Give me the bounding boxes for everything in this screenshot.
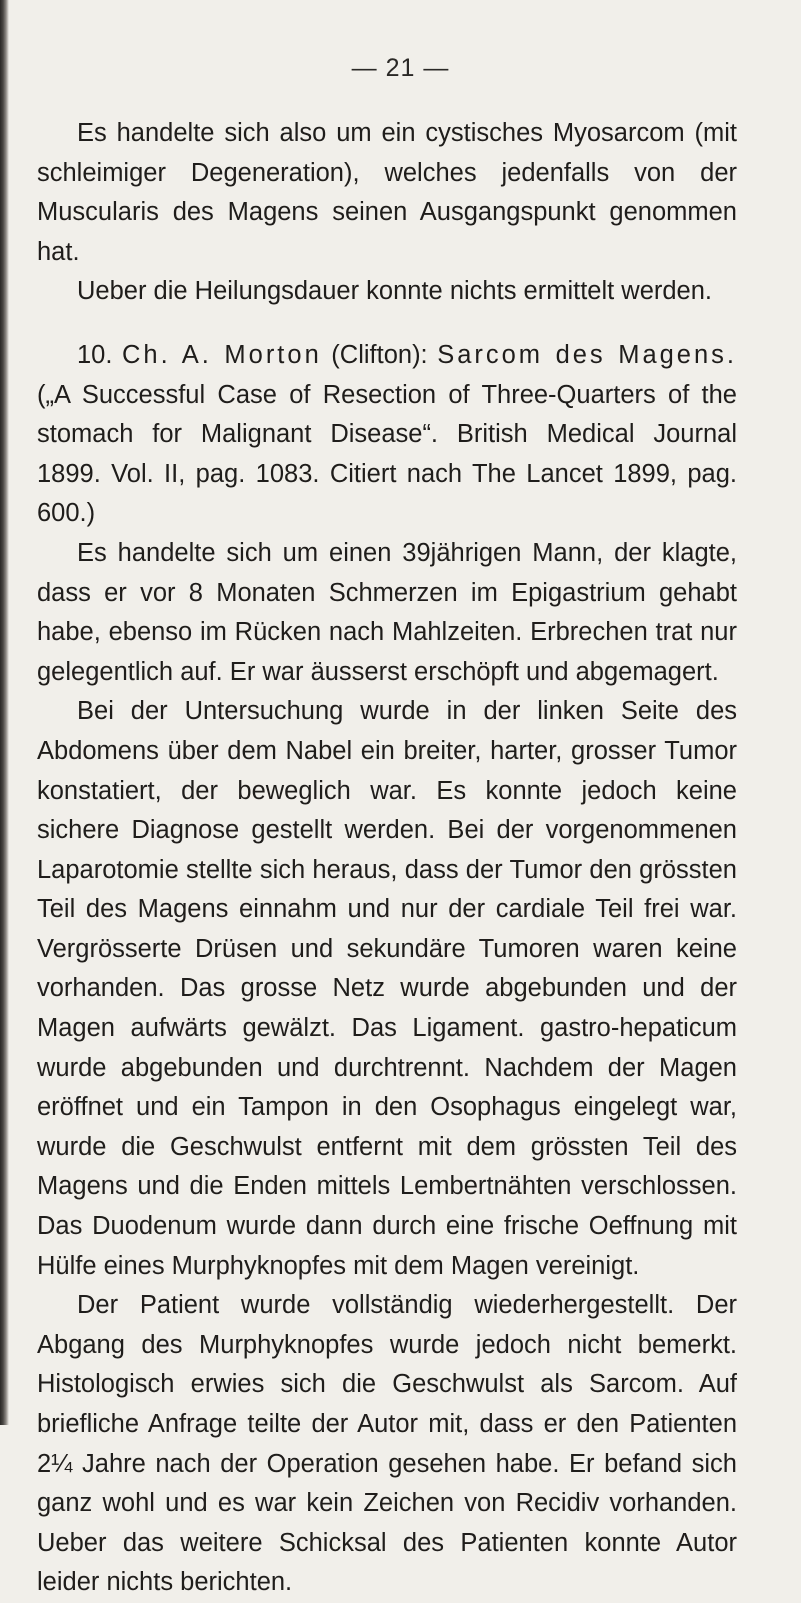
paragraph-2: Ueber die Heilungsdauer konnte nichts ermittelt werden. <box>77 277 713 306</box>
book-binding-edge <box>0 0 9 1425</box>
paragraph-1: Es handelte sich also um ein cystisches Myosarcom (mit schleimiger Degeneration), welches jedenfalls von der Muscularis des Magens seinen Ausgangspunkt genommen hat. <box>37 119 737 266</box>
case-subject: Sarcom des Magens. <box>437 340 738 369</box>
case-place: (Clifton): <box>331 340 428 369</box>
paragraph-4: Es handelte sich um einen 39jährigen Mann, der klagte, dass er vor 8 Monaten Schmerzen im Epigastrium gehabt habe, ebenso im Rücken nach Mahlzeiten. Erbrechen trat nur gelegentlich auf. Er war äusserst erschöpft und abgemagert. <box>37 538 737 686</box>
paragraph-6: Der Patient wurde vollständig wiederhergestellt. Der Abgang des Murphyknopfes wurde jedoch nicht bemerkt. Histologisch erwies sich die Geschwulst als Sarcom. Auf briefliche Anfrage teilte der Autor mit, dass er den Patienten 2¼ Jahre nach der Operation gesehen habe. Er befand sich ganz wohl und es war kein Zeichen von Recidiv vorhanden. Ueber das weitere Schicksal des Patienten konnte Autor leider nichts berichten. <box>37 1291 737 1597</box>
case-author: Ch. A. Morton <box>121 340 322 369</box>
case-number: 10. <box>77 340 113 369</box>
body-text <box>37 114 737 1603</box>
paragraph-5: Bei der Untersuchung wurde in der linken Seite des Abdomens über dem Nabel ein breiter, harter, grosser Tumor konstatiert, der beweglich war. Es konnte jedoch keine sichere Diagnose gestellt werden. Bei der vorgenommenen Laparotomie stellte sich heraus, dass der Tumor den grössten Teil des Magens einnahm und nur der cardiale Teil frei war. Vergrösserte Drüsen und sekundäre Tumoren waren keine vorhanden. Das grosse Netz wurde abgebunden und der Magen aufwärts gewälzt. Das Ligament. gastro-hepaticum wurde abgebunden und durchtrennt. Nachdem der Magen eröffnet und ein Tampon in den Osophagus eingelegt war, wurde die Geschwulst entfernt mit dem grössten Teil des Magens und die Enden mittels Lembertnähten verschlossen. Das Duodenum wurde dann durch eine frische Oeffnung mit Hülfe eines Murphyknopfes mit dem Magen vereinigt. <box>37 697 737 1280</box>
case-citation: („A Successful Case of Resection of Three-Quarters of the stomach for Malignant Disease“. British Medical Journal 1899. Vol. II, pag. 1083. Citiert nach The Lancet 1899, pag. 600.) <box>37 380 737 528</box>
case-heading-paragraph <box>37 336 737 534</box>
page-number: — 21 — <box>351 54 450 82</box>
